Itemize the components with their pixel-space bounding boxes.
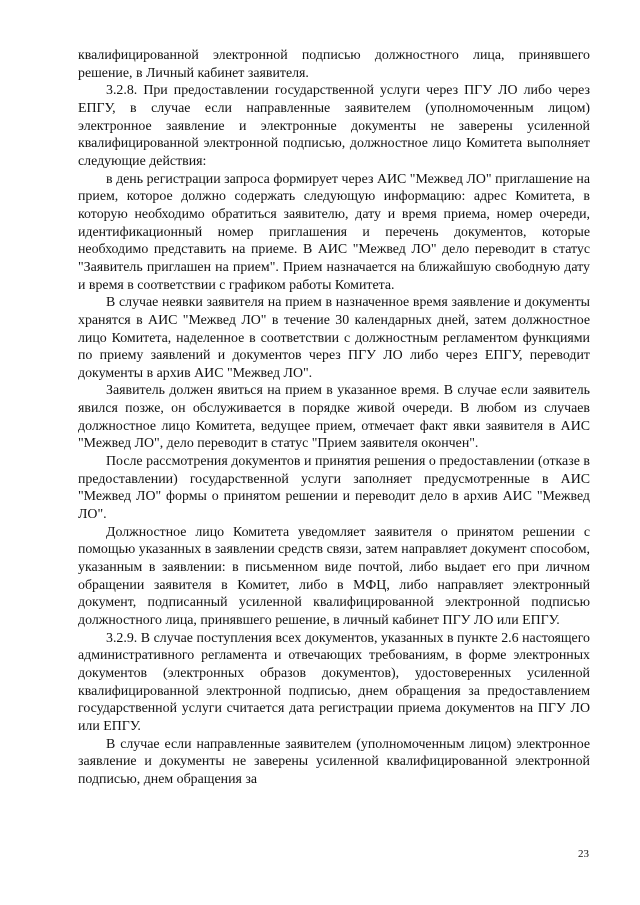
paragraph-continuation: квалифицированной электронной подписью должностного лица, принявшего решение, в Личный кабинет заявителя. [78, 48, 590, 81]
paragraph-3-2-8: 3.2.8. При предоставлении государственной услуги через ПГУ ЛО либо через ЕПГУ, в случае если направленные заявителем (уполномоченным лицом) электронное заявление и электронные документы не заверены усиленной квалифицированной электронной подписью, должностное лицо Комитета выполняет следующие действия: [78, 83, 590, 169]
paragraph-notification: Должностное лицо Комитета уведомляет заявителя о принятом решении с помощью указанных в заявлении средств связи, затем направляет документ способом, указанным в заявлении: в письменном виде почтой, либо выдает его при личном обращении заявителя в Комитет, либо в МФЦ, либо направляет электронный документ, подписанный усиленной квалифицированной электронной подписью должностного лица, принявшего решение, в личный кабинет ПГУ ЛО или ЕПГУ. [78, 524, 590, 628]
paragraph-3-2-9: 3.2.9. В случае поступления всех документов, указанных в пункте 2.6 настоящего административного регламента и отвечающих требованиям, в форме электронных документов (электронных образов документов), удостоверенных усиленной квалифицированной электронной подписью, днем обращения за предоставлением государственной услуги считается дата регистрации приема документов на ПГУ ЛО или ЕПГУ. [78, 630, 590, 734]
paragraph-unsigned-documents: В случае если направленные заявителем (уполномоченным лицом) электронное заявление и документы не заверены усиленной квалифицированной электронной подписью, днем обращения за [78, 736, 590, 787]
paragraph-no-show: В случае неявки заявителя на прием в назначенное время заявление и документы хранятся в АИС "Межвед ЛО" в течение 30 календарных дней, затем должностное лицо Комитета, наделенное в соответствии с должностным регламентом функциями по приему заявлений и документов через ПГУ ЛО либо через ЕПГУ, переводит документы в архив АИС "Межвед ЛО". [78, 295, 590, 381]
paragraph-registration-day: в день регистрации запроса формирует через АИС "Межвед ЛО" приглашение на прием, которое должно содержать следующую информацию: адрес Комитета, в которую необходимо обратиться заявителю, дату и время приема, номер очереди, идентификационный номер приглашения и перечень документов, которые необходимо представить на приеме. В АИС "Межвед ЛО" дело переводит в статус "Заявитель приглашен на прием". Прием назначается на ближайшую свободную дату и время в соответствии с графиком работы Комитета. [78, 171, 590, 293]
page-number: 23 [578, 848, 589, 860]
paragraph-after-review: После рассмотрения документов и принятия решения о предоставлении (отказе в предоставлении) государственной услуги заполняет предусмотренные в АИС "Межвед ЛО" формы о принятом решении и переводит дело в архив АИС "Межвед ЛО". [78, 454, 590, 523]
body-text [78, 47, 590, 789]
paragraph-applicant-arrival: Заявитель должен явиться на прием в указанное время. В случае если заявитель явился позже, он обслуживается в порядке живой очереди. В любом из случаев должностное лицо Комитета, ведущее прием, отмечает факт явки заявителя в АИС "Межвед ЛО", дело переводит в статус "Прием заявителя окончен". [78, 383, 590, 452]
